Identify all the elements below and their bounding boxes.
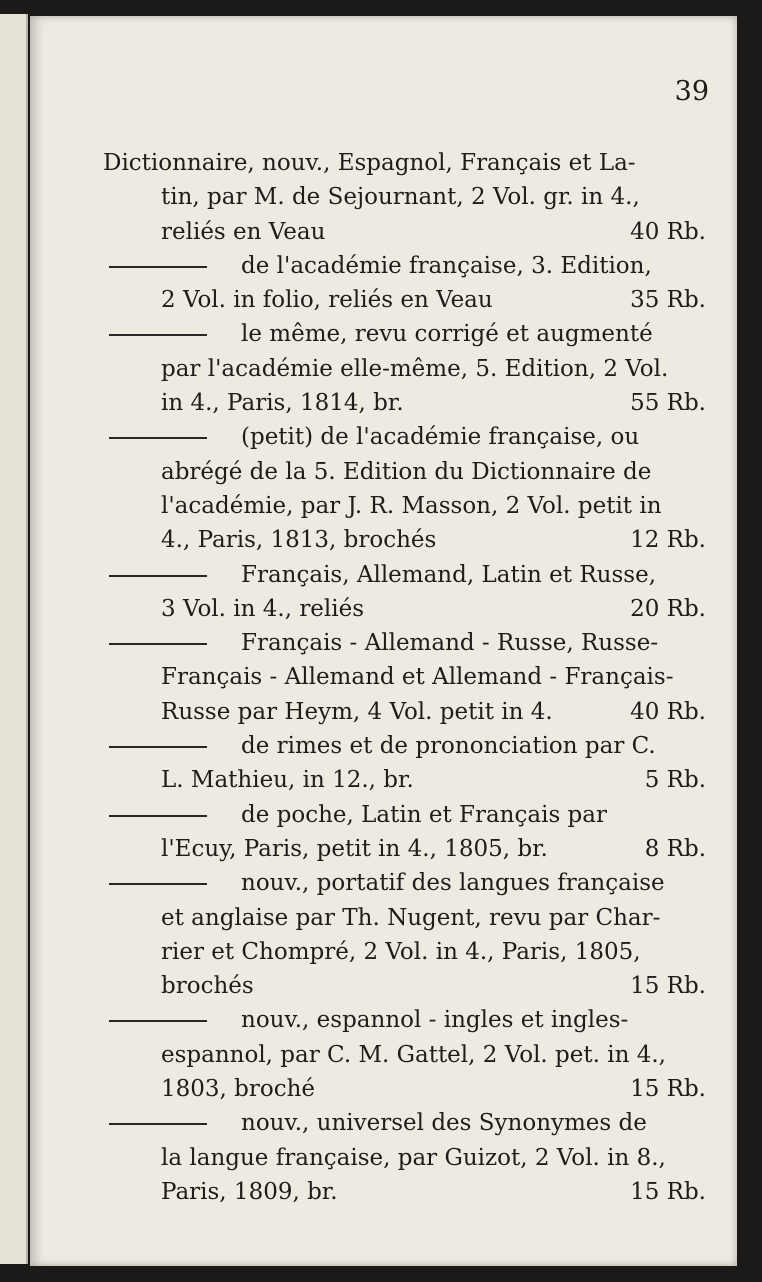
- facing-page-edge: [0, 14, 28, 1264]
- catalogue-entry: [103, 729, 706, 798]
- entry-text: l'Ecuy, Paris, petit in 4., 1805, br.: [161, 835, 548, 862]
- entry-line: [103, 1072, 706, 1106]
- entry-text: Dictionnaire, nouv., Espagnol, Français et La-: [103, 150, 636, 176]
- entry-price: 15 Rb.: [630, 1076, 706, 1103]
- entry-line: [103, 1003, 706, 1037]
- entry-line: [103, 489, 706, 523]
- entry-line: [103, 935, 706, 969]
- entry-line: [103, 1038, 706, 1072]
- catalogue-entries: [103, 146, 706, 1209]
- book-page: [30, 16, 737, 1266]
- entry-price: 15 Rb.: [630, 973, 706, 1000]
- entry-text: nouv., portatif des langues française: [241, 870, 665, 897]
- ditto-dash: [109, 1123, 207, 1125]
- catalogue-entry: [103, 866, 706, 1003]
- entry-price: 40 Rb.: [630, 698, 706, 725]
- entry-text: tin, par M. de Sejournant, 2 Vol. gr. in 4.,: [161, 184, 640, 211]
- entry-line: [103, 660, 706, 694]
- entry-line: [103, 215, 706, 249]
- entry-line: [103, 832, 706, 866]
- entry-text: rier et Chompré, 2 Vol. in 4., Paris, 1805,: [161, 938, 641, 965]
- entry-price: 55 Rb.: [630, 390, 706, 417]
- entry-text: brochés: [161, 973, 254, 1000]
- entry-line: [103, 317, 706, 351]
- entry-line: [103, 969, 706, 1003]
- entry-price: 35 Rb.: [630, 287, 706, 314]
- entry-text: la langue française, par Guizot, 2 Vol. in 8.,: [161, 1144, 666, 1171]
- entry-text: Paris, 1809, br.: [161, 1178, 338, 1205]
- entry-text: 3 Vol. in 4., reliés: [161, 595, 365, 622]
- catalogue-entry: [103, 626, 706, 729]
- ditto-dash: [109, 815, 207, 817]
- catalogue-entry: [103, 317, 706, 420]
- entry-text: de rimes et de prononciation par C.: [241, 733, 656, 760]
- entry-price: 40 Rb.: [630, 218, 706, 245]
- entry-line: [103, 729, 706, 763]
- entry-price: 5 Rb.: [644, 767, 706, 794]
- entry-text: espannol, par C. M. Gattel, 2 Vol. pet. in 4.,: [161, 1041, 666, 1068]
- entry-price: 8 Rb.: [644, 835, 706, 862]
- entry-line: [103, 455, 706, 489]
- catalogue-entry: [103, 420, 706, 557]
- entry-text: 4., Paris, 1813, brochés: [161, 527, 437, 554]
- entry-text: 1803, broché: [161, 1076, 316, 1103]
- entry-line: [103, 420, 706, 454]
- entry-line: [103, 283, 706, 317]
- catalogue-entry: [103, 798, 706, 867]
- entry-line: [103, 146, 706, 180]
- entry-price: 12 Rb.: [630, 527, 706, 554]
- catalogue-entry: [103, 558, 706, 627]
- ditto-dash: [109, 575, 207, 577]
- entry-line: [103, 798, 706, 832]
- entry-text: L. Mathieu, in 12., br.: [161, 767, 414, 794]
- ditto-dash: [109, 883, 207, 885]
- catalogue-entry: [103, 146, 706, 249]
- entry-text: in 4., Paris, 1814, br.: [161, 390, 404, 417]
- entry-text: abrégé de la 5. Edition du Dictionnaire de: [161, 458, 652, 485]
- entry-line: [103, 523, 706, 557]
- entry-line: [103, 249, 706, 283]
- entry-line: [103, 1175, 706, 1209]
- entry-text: de poche, Latin et Français par: [241, 801, 607, 828]
- entry-line: [103, 1141, 706, 1175]
- entry-line: [103, 763, 706, 797]
- page-number: 39: [674, 76, 709, 107]
- entry-text: le même, revu corrigé et augmenté: [241, 321, 653, 348]
- entry-text: l'académie, par J. R. Masson, 2 Vol. petit in: [161, 492, 662, 519]
- entry-price: 20 Rb.: [630, 595, 706, 622]
- entry-text: nouv., espannol - ingles et ingles-: [241, 1007, 629, 1034]
- entry-text: reliés en Veau: [161, 218, 326, 245]
- entry-text: Français, Allemand, Latin et Russe,: [241, 561, 656, 588]
- entry-line: [103, 558, 706, 592]
- entry-text: Français - Allemand et Allemand - Français-: [161, 664, 674, 691]
- catalogue-entry: [103, 1106, 706, 1209]
- entry-text: (petit) de l'académie française, ou: [241, 424, 640, 451]
- ditto-dash: [109, 1020, 207, 1022]
- entry-line: [103, 352, 706, 386]
- entry-line: [103, 866, 706, 900]
- ditto-dash: [109, 643, 207, 645]
- entry-line: [103, 180, 706, 214]
- entry-line: [103, 626, 706, 660]
- entry-line: [103, 386, 706, 420]
- ditto-dash: [109, 266, 207, 268]
- entry-text: et anglaise par Th. Nugent, revu par Char-: [161, 904, 661, 931]
- ditto-dash: [109, 746, 207, 748]
- catalogue-entry: [103, 249, 706, 318]
- entry-text: 2 Vol. in folio, reliés en Veau: [161, 287, 493, 314]
- entry-price: 15 Rb.: [630, 1178, 706, 1205]
- ditto-dash: [109, 437, 207, 439]
- entry-text: Français - Allemand - Russe, Russe-: [241, 630, 659, 657]
- entry-text: Russe par Heym, 4 Vol. petit in 4.: [161, 698, 553, 725]
- entry-line: [103, 695, 706, 729]
- entry-text: par l'académie elle-même, 5. Edition, 2 Vol.: [161, 355, 669, 382]
- entry-line: [103, 901, 706, 935]
- entry-line: [103, 592, 706, 626]
- catalogue-entry: [103, 1003, 706, 1106]
- entry-line: [103, 1106, 706, 1140]
- entry-text: de l'académie française, 3. Edition,: [241, 252, 652, 279]
- ditto-dash: [109, 334, 207, 336]
- entry-text: nouv., universel des Synonymes de: [241, 1110, 647, 1137]
